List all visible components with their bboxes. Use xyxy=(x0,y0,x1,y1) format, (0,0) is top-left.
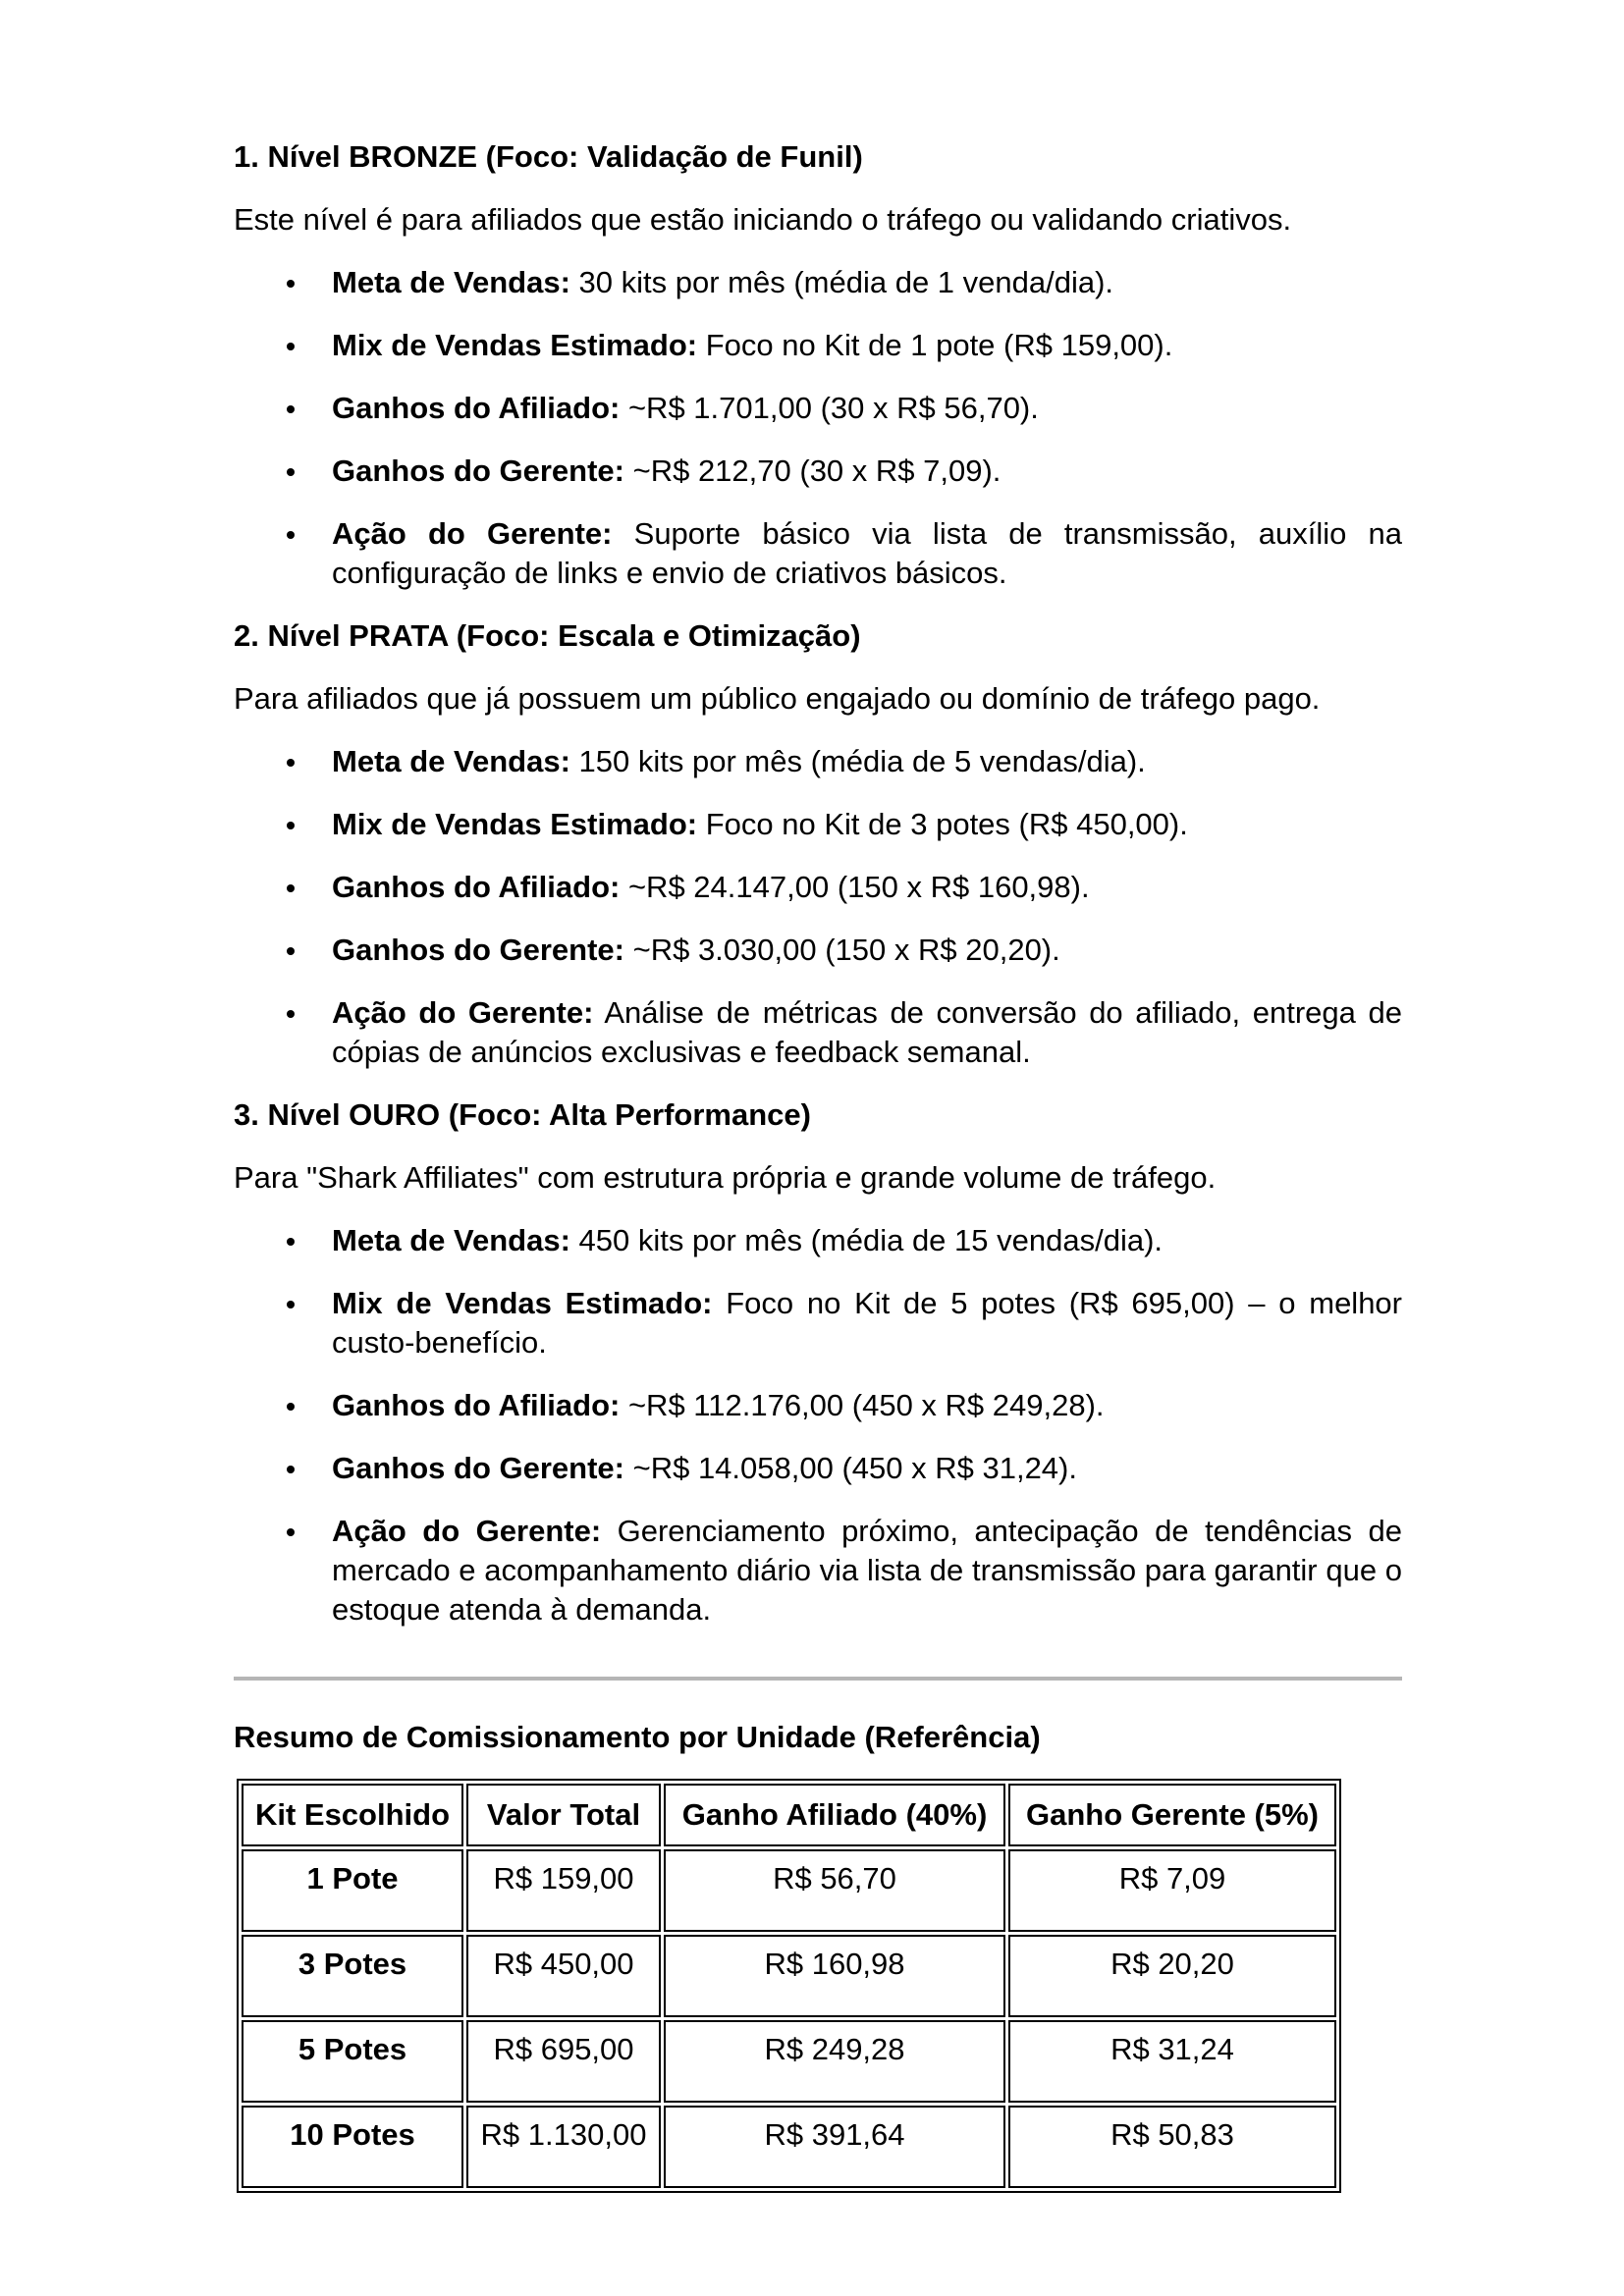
bullet-icon xyxy=(287,1010,295,1018)
item-label: Ganhos do Afiliado: xyxy=(332,1388,621,1422)
item-text: Foco no Kit de 1 pote (R$ 159,00). xyxy=(697,328,1173,362)
column-header: Ganho Gerente (5%) xyxy=(1008,1784,1336,1846)
list-item xyxy=(234,931,1402,970)
level-heading: 1. Nível BRONZE (Foco: Validação de Funil) xyxy=(234,139,863,174)
item-text: ~R$ 1.701,00 (30 x R$ 56,70). xyxy=(620,391,1039,425)
table-cell-kit: 3 Potes xyxy=(242,1935,463,2017)
bullet-icon xyxy=(287,947,295,955)
list-item xyxy=(234,1449,1402,1488)
list-item xyxy=(234,263,1402,302)
table-row xyxy=(242,1935,1336,2017)
item-label: Meta de Vendas: xyxy=(332,265,570,299)
level-intro: Este nível é para afiliados que estão iniciando o tráfego ou validando criativos. xyxy=(234,202,1292,237)
column-header: Kit Escolhido xyxy=(242,1784,463,1846)
section-divider xyxy=(234,1677,1402,1681)
bullet-icon xyxy=(287,343,295,350)
bullet-icon xyxy=(287,531,295,539)
list-item xyxy=(234,326,1402,365)
table-cell-total: R$ 695,00 xyxy=(466,2020,661,2103)
item-label: Ação do Gerente: xyxy=(332,995,594,1030)
item-text: Gerenciamento próximo, antecipação de tendências de mercado e acompanhamento diário via lista de transmissão para garantir que o estoque atenda à demanda. xyxy=(332,1514,1402,1627)
level-intro: Para "Shark Affiliates" com estrutura própria e grande volume de tráfego. xyxy=(234,1160,1217,1195)
item-text: 30 kits por mês (média de 1 venda/dia). xyxy=(569,265,1114,299)
list-item xyxy=(234,1512,1402,1629)
item-text: Suporte básico via lista de transmissão, auxílio na configuração de links e envio de criativos básicos. xyxy=(332,516,1402,590)
item-label: Meta de Vendas: xyxy=(332,744,570,778)
item-label: Ação do Gerente: xyxy=(332,516,613,551)
document-page xyxy=(234,137,1402,2193)
level-bronze-section xyxy=(234,137,1402,593)
table-row xyxy=(242,2020,1336,2103)
table-cell-kit: 1 Pote xyxy=(242,1849,463,1932)
level-ouro-section xyxy=(234,1095,1402,1629)
bullet-icon xyxy=(287,468,295,476)
level-item-list xyxy=(234,1221,1402,1629)
list-item xyxy=(234,805,1402,844)
table-row xyxy=(242,2106,1336,2188)
level-item-list xyxy=(234,263,1402,593)
summary-title: Resumo de Comissionamento por Unidade (Referência) xyxy=(234,1720,1041,1754)
bullet-icon xyxy=(287,1301,295,1308)
bullet-icon xyxy=(287,822,295,829)
item-label: Ganhos do Gerente: xyxy=(332,933,624,967)
list-item xyxy=(234,452,1402,491)
item-text: ~R$ 24.147,00 (150 x R$ 160,98). xyxy=(620,870,1090,904)
level-intro: Para afiliados que já possuem um público engajado ou domínio de tráfego pago. xyxy=(234,681,1321,716)
item-text: 450 kits por mês (média de 15 vendas/dia). xyxy=(569,1223,1164,1257)
bullet-icon xyxy=(287,1238,295,1246)
list-item xyxy=(234,742,1402,781)
table-row xyxy=(242,1849,1336,1932)
column-header: Valor Total xyxy=(466,1784,661,1846)
list-item xyxy=(234,1284,1402,1362)
bullet-icon xyxy=(287,280,295,288)
item-label: Ganhos do Afiliado: xyxy=(332,391,621,425)
table-cell-manager: R$ 50,83 xyxy=(1008,2106,1336,2188)
level-heading: 2. Nível PRATA (Foco: Escala e Otimização) xyxy=(234,618,861,653)
bullet-icon xyxy=(287,405,295,413)
item-label: Mix de Vendas Estimado: xyxy=(332,1286,713,1320)
table-header-row xyxy=(242,1784,1336,1846)
item-label: Ganhos do Afiliado: xyxy=(332,870,621,904)
table-cell-kit: 5 Potes xyxy=(242,2020,463,2103)
item-text: Análise de métricas de conversão do afiliado, entrega de cópias de anúncios exclusivas e feedback semanal. xyxy=(332,995,1402,1069)
list-item xyxy=(234,993,1402,1072)
list-item xyxy=(234,389,1402,428)
table-cell-affiliate: R$ 160,98 xyxy=(664,1935,1005,2017)
table-cell-affiliate: R$ 56,70 xyxy=(664,1849,1005,1932)
table-cell-manager: R$ 7,09 xyxy=(1008,1849,1336,1932)
item-label: Mix de Vendas Estimado: xyxy=(332,328,698,362)
level-item-list xyxy=(234,742,1402,1072)
column-header: Ganho Afiliado (40%) xyxy=(664,1784,1005,1846)
item-label: Ganhos do Gerente: xyxy=(332,1451,624,1485)
table-cell-manager: R$ 31,24 xyxy=(1008,2020,1336,2103)
item-label: Ação do Gerente: xyxy=(332,1514,602,1548)
commission-summary-table xyxy=(237,1779,1341,2193)
bullet-icon xyxy=(287,1466,295,1473)
level-heading: 3. Nível OURO (Foco: Alta Performance) xyxy=(234,1097,811,1132)
item-text: ~R$ 212,70 (30 x R$ 7,09). xyxy=(623,454,1001,488)
level-prata-section xyxy=(234,616,1402,1072)
item-text: ~R$ 112.176,00 (450 x R$ 249,28). xyxy=(620,1388,1105,1422)
list-item xyxy=(234,514,1402,593)
bullet-icon xyxy=(287,759,295,767)
bullet-icon xyxy=(287,1528,295,1536)
item-label: Meta de Vendas: xyxy=(332,1223,570,1257)
table-cell-total: R$ 450,00 xyxy=(466,1935,661,2017)
table-cell-total: R$ 1.130,00 xyxy=(466,2106,661,2188)
table-cell-kit: 10 Potes xyxy=(242,2106,463,2188)
bullet-icon xyxy=(287,884,295,892)
item-text: Foco no Kit de 3 potes (R$ 450,00). xyxy=(697,807,1188,841)
list-item xyxy=(234,868,1402,907)
bullet-icon xyxy=(287,1403,295,1411)
table-cell-manager: R$ 20,20 xyxy=(1008,1935,1336,2017)
item-text: ~R$ 3.030,00 (150 x R$ 20,20). xyxy=(623,933,1060,967)
item-label: Ganhos do Gerente: xyxy=(332,454,624,488)
item-text: Foco no Kit de 5 potes (R$ 695,00) – o melhor custo-benefício. xyxy=(332,1286,1402,1360)
item-label: Mix de Vendas Estimado: xyxy=(332,807,698,841)
list-item xyxy=(234,1386,1402,1425)
item-text: ~R$ 14.058,00 (450 x R$ 31,24). xyxy=(623,1451,1077,1485)
table-cell-total: R$ 159,00 xyxy=(466,1849,661,1932)
table-cell-affiliate: R$ 391,64 xyxy=(664,2106,1005,2188)
table-cell-affiliate: R$ 249,28 xyxy=(664,2020,1005,2103)
list-item xyxy=(234,1221,1402,1260)
item-text: 150 kits por mês (média de 5 vendas/dia). xyxy=(569,744,1146,778)
